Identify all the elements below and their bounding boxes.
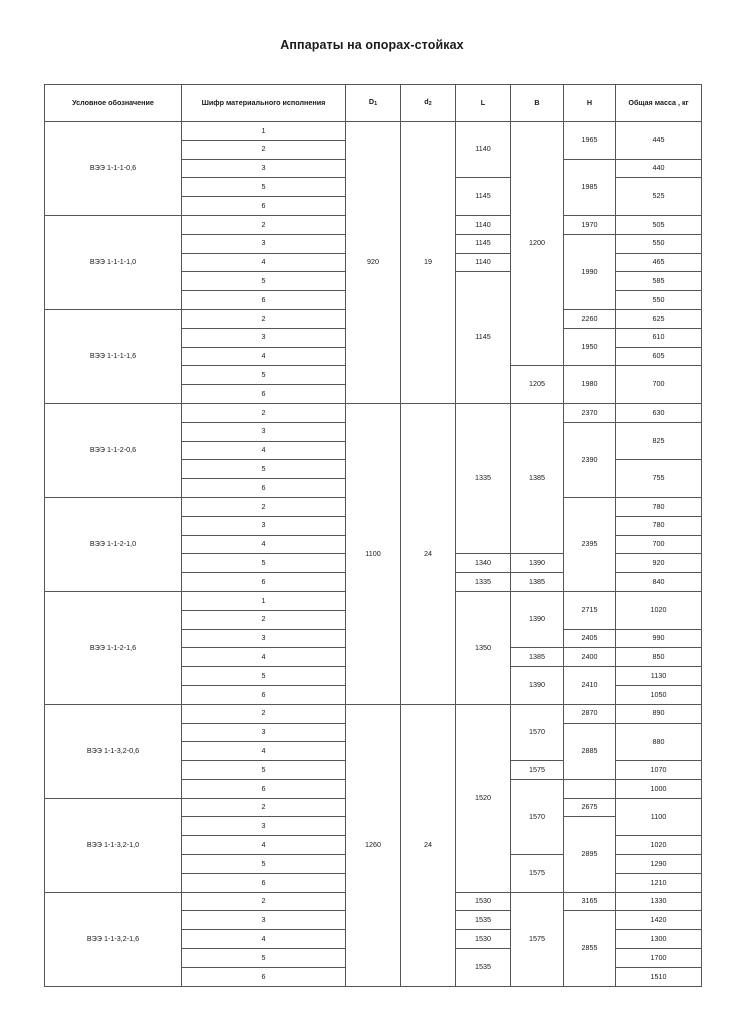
mass-cell: 920 xyxy=(616,554,702,573)
h-cell: 2405 xyxy=(564,629,616,648)
d2-cell: 19 xyxy=(401,122,456,404)
mass-cell: 1420 xyxy=(616,911,702,930)
mass-cell: 1050 xyxy=(616,685,702,704)
table-row xyxy=(45,704,702,723)
h-cell: 2400 xyxy=(564,648,616,667)
l-cell: 1140 xyxy=(456,215,511,234)
b-cell: 1205 xyxy=(511,366,564,404)
h-cell: 1965 xyxy=(564,122,616,160)
h-cell: 2410 xyxy=(564,667,616,705)
mass-cell: 550 xyxy=(616,234,702,253)
mass-cell: 990 xyxy=(616,629,702,648)
header-b: B xyxy=(511,85,564,122)
material-code-cell: 4 xyxy=(182,836,346,855)
material-code-cell: 3 xyxy=(182,234,346,253)
material-code-cell: 2 xyxy=(182,610,346,629)
mass-cell: 630 xyxy=(616,403,702,422)
mass-cell: 1700 xyxy=(616,949,702,968)
l-cell: 1335 xyxy=(456,573,511,592)
l-cell: 1335 xyxy=(456,403,511,553)
l-cell: 1145 xyxy=(456,272,511,404)
h-cell: 1990 xyxy=(564,234,616,309)
table-row xyxy=(45,122,702,141)
h-cell: 2895 xyxy=(564,817,616,892)
l-cell: 1535 xyxy=(456,949,511,987)
material-code-cell: 3 xyxy=(182,328,346,347)
mass-cell: 465 xyxy=(616,253,702,272)
mass-cell: 700 xyxy=(616,535,702,554)
designation-cell: ВЭЭ 1-1-3,2-0,6 xyxy=(45,704,182,798)
material-code-cell: 6 xyxy=(182,873,346,892)
mass-cell: 445 xyxy=(616,122,702,160)
b-cell: 1575 xyxy=(511,761,564,780)
mass-cell: 625 xyxy=(616,309,702,328)
mass-cell: 525 xyxy=(616,178,702,216)
material-code-cell: 6 xyxy=(182,573,346,592)
mass-cell: 880 xyxy=(616,723,702,761)
material-code-cell: 2 xyxy=(182,892,346,911)
material-code-cell: 2 xyxy=(182,497,346,516)
b-cell: 1385 xyxy=(511,648,564,667)
material-code-cell: 2 xyxy=(182,403,346,422)
d1-cell: 1260 xyxy=(346,704,401,986)
material-code-cell: 3 xyxy=(182,911,346,930)
material-code-cell: 6 xyxy=(182,385,346,404)
header-d2: d2 xyxy=(401,85,456,122)
material-code-cell: 5 xyxy=(182,761,346,780)
material-code-cell: 2 xyxy=(182,140,346,159)
header-d1: D1 xyxy=(346,85,401,122)
l-cell: 1140 xyxy=(456,122,511,178)
mass-cell: 825 xyxy=(616,422,702,460)
mass-cell: 505 xyxy=(616,215,702,234)
d1-cell: 1100 xyxy=(346,403,401,704)
h-cell: 1985 xyxy=(564,159,616,215)
material-code-cell: 5 xyxy=(182,366,346,385)
material-code-cell: 3 xyxy=(182,422,346,441)
h-cell: 1980 xyxy=(564,366,616,404)
d2-cell: 24 xyxy=(401,403,456,704)
material-code-cell: 4 xyxy=(182,535,346,554)
apparatus-table xyxy=(44,84,702,987)
mass-cell: 1020 xyxy=(616,591,702,629)
mass-cell: 1300 xyxy=(616,930,702,949)
material-code-cell: 4 xyxy=(182,742,346,761)
material-code-cell: 4 xyxy=(182,253,346,272)
l-cell: 1520 xyxy=(456,704,511,892)
b-cell: 1570 xyxy=(511,704,564,760)
material-code-cell: 3 xyxy=(182,629,346,648)
mass-cell: 1070 xyxy=(616,761,702,780)
h-cell: 2885 xyxy=(564,723,616,779)
b-cell: 1200 xyxy=(511,122,564,366)
l-cell: 1530 xyxy=(456,892,511,911)
l-cell: 1140 xyxy=(456,253,511,272)
h-cell: 1970 xyxy=(564,215,616,234)
header-material-code: Шифр материального исполнения xyxy=(182,85,346,122)
h-cell xyxy=(564,779,616,798)
h-cell: 2390 xyxy=(564,422,616,497)
mass-cell: 780 xyxy=(616,516,702,535)
mass-cell: 585 xyxy=(616,272,702,291)
designation-cell: ВЭЭ 1-1-1-1,6 xyxy=(45,309,182,403)
material-code-cell: 6 xyxy=(182,967,346,986)
mass-cell: 610 xyxy=(616,328,702,347)
material-code-cell: 6 xyxy=(182,291,346,310)
material-code-cell: 5 xyxy=(182,460,346,479)
designation-cell: ВЭЭ 1-1-2-1,6 xyxy=(45,591,182,704)
mass-cell: 1330 xyxy=(616,892,702,911)
l-cell: 1145 xyxy=(456,234,511,253)
material-code-cell: 3 xyxy=(182,159,346,178)
material-code-cell: 2 xyxy=(182,798,346,817)
mass-cell: 1210 xyxy=(616,873,702,892)
material-code-cell: 6 xyxy=(182,479,346,498)
mass-cell: 1130 xyxy=(616,667,702,686)
mass-cell: 700 xyxy=(616,366,702,404)
material-code-cell: 4 xyxy=(182,930,346,949)
d1-cell: 920 xyxy=(346,122,401,404)
l-cell: 1350 xyxy=(456,591,511,704)
material-code-cell: 5 xyxy=(182,949,346,968)
header-designation: Условное обозначение xyxy=(45,85,182,122)
header-h: H xyxy=(564,85,616,122)
material-code-cell: 2 xyxy=(182,215,346,234)
designation-cell: ВЭЭ 1-1-3,2-1,0 xyxy=(45,798,182,892)
b-cell: 1390 xyxy=(511,667,564,705)
h-cell: 2395 xyxy=(564,497,616,591)
b-cell: 1570 xyxy=(511,779,564,854)
page-title: Аппараты на опорах-стойках xyxy=(280,38,464,52)
mass-cell: 605 xyxy=(616,347,702,366)
material-code-cell: 5 xyxy=(182,554,346,573)
mass-cell: 440 xyxy=(616,159,702,178)
h-cell: 1950 xyxy=(564,328,616,366)
material-code-cell: 6 xyxy=(182,779,346,798)
mass-cell: 780 xyxy=(616,497,702,516)
h-cell: 2715 xyxy=(564,591,616,629)
mass-cell: 1510 xyxy=(616,967,702,986)
designation-cell: ВЭЭ 1-1-1-0,6 xyxy=(45,122,182,216)
material-code-cell: 5 xyxy=(182,272,346,291)
material-code-cell: 2 xyxy=(182,309,346,328)
l-cell: 1340 xyxy=(456,554,511,573)
h-cell: 2870 xyxy=(564,704,616,723)
material-code-cell: 3 xyxy=(182,817,346,836)
material-code-cell: 5 xyxy=(182,178,346,197)
material-code-cell: 3 xyxy=(182,516,346,535)
mass-cell: 890 xyxy=(616,704,702,723)
material-code-cell: 3 xyxy=(182,723,346,742)
mass-cell: 1020 xyxy=(616,836,702,855)
b-cell: 1575 xyxy=(511,855,564,893)
mass-cell: 840 xyxy=(616,573,702,592)
material-code-cell: 1 xyxy=(182,591,346,610)
b-cell: 1390 xyxy=(511,554,564,573)
mass-cell: 1290 xyxy=(616,855,702,874)
designation-cell: ВЭЭ 1-1-2-1,0 xyxy=(45,497,182,591)
designation-cell: ВЭЭ 1-1-2-0,6 xyxy=(45,403,182,497)
h-cell: 2370 xyxy=(564,403,616,422)
mass-cell: 1000 xyxy=(616,779,702,798)
b-cell: 1385 xyxy=(511,403,564,553)
h-cell: 2675 xyxy=(564,798,616,817)
h-cell: 2855 xyxy=(564,911,616,986)
material-code-cell: 4 xyxy=(182,648,346,667)
material-code-cell: 5 xyxy=(182,855,346,874)
material-code-cell: 2 xyxy=(182,704,346,723)
h-cell: 2260 xyxy=(564,309,616,328)
designation-cell: ВЭЭ 1-1-3,2-1,6 xyxy=(45,892,182,986)
mass-cell: 850 xyxy=(616,648,702,667)
header-l: L xyxy=(456,85,511,122)
b-cell: 1390 xyxy=(511,591,564,647)
d2-cell: 24 xyxy=(401,704,456,986)
mass-cell: 755 xyxy=(616,460,702,498)
material-code-cell: 1 xyxy=(182,122,346,141)
mass-cell: 1100 xyxy=(616,798,702,836)
l-cell: 1530 xyxy=(456,930,511,949)
l-cell: 1145 xyxy=(456,178,511,216)
material-code-cell: 6 xyxy=(182,685,346,704)
material-code-cell: 4 xyxy=(182,347,346,366)
mass-cell: 550 xyxy=(616,291,702,310)
table-row xyxy=(45,403,702,422)
header-mass: Общая масса , кг xyxy=(616,85,702,122)
designation-cell: ВЭЭ 1-1-1-1,0 xyxy=(45,215,182,309)
material-code-cell: 4 xyxy=(182,441,346,460)
h-cell: 3165 xyxy=(564,892,616,911)
b-cell: 1385 xyxy=(511,573,564,592)
material-code-cell: 5 xyxy=(182,667,346,686)
l-cell: 1535 xyxy=(456,911,511,930)
material-code-cell: 6 xyxy=(182,197,346,216)
b-cell: 1575 xyxy=(511,892,564,986)
header-row xyxy=(45,85,702,122)
